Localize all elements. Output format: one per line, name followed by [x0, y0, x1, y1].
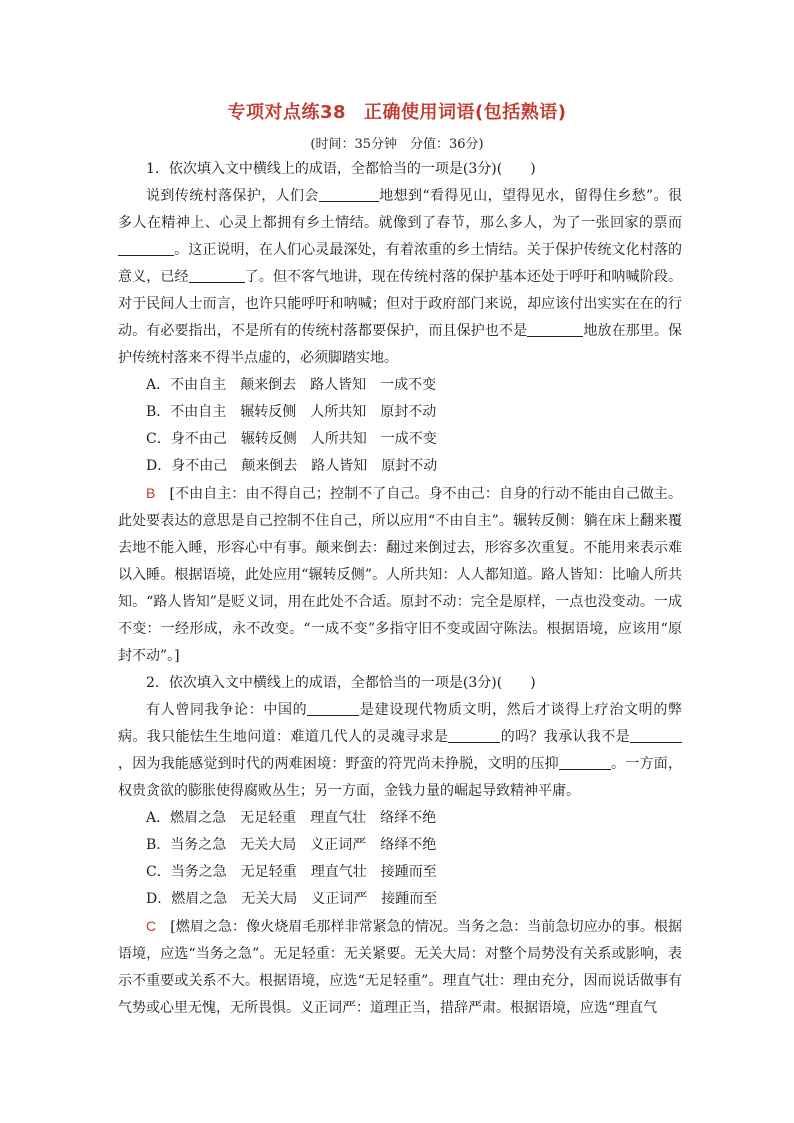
- fill-blank: [559, 753, 611, 770]
- question-2-stem: 2．依次填入文中横线上的成语，全都恰当的一项是(3分)( ): [146, 675, 536, 691]
- question-1-option-c: C．身不由己 辗转反侧 人所共知 一成不变: [146, 431, 437, 447]
- question-2-option-a: A．燃眉之急 无足轻重 理直气壮 络绎不绝: [146, 810, 437, 826]
- fill-blank: [448, 726, 500, 743]
- answer-letter: C: [146, 918, 157, 934]
- answer-explanation: [不由自主：由不得自己；控制不了自己。身不由己：自身的行动不能由自己做主。此处要表达的意思是自己控制不住自己，所以应用“不由自主”。辗转反侧：躺在床上翻来覆去地不能入睡，形容心中有事。颠来倒去：翻过来倒过去，形容多次重复。不能用来表示难以入睡。根据语境，此处应用“辗转反侧”。人所共知：人人都知道。路人皆知：比喻人所共知。“路人皆知”是贬义词，用在此处不合适。原封不动：完全是原样，一点也没变动。一成不变：一经形成，永不改变。“一成不变”多指守旧不变或固守陈法。根据语境，应该用“原封不动”。]: [118, 486, 682, 664]
- question-1-option-d: D．身不由己 颠来倒去 路人皆知 原封不动: [146, 458, 438, 474]
- question-1-stem: 1．依次填入文中横线上的成语，全都恰当的一项是(3分)( ): [146, 161, 536, 177]
- time-score-info: (时间：35分钟 分值：36分): [310, 137, 484, 152]
- answer-explanation: [燃眉之急：像火烧眉毛那样非常紧急的情况。当务之急：当前急切应办的事。根据语境，应选“当务之急”。无足轻重：无关紧要。无关大局：对整个局势没有关系或影响，表示不重要或关系不大。根据语境，应选“无足轻重”。理直气壮：理由充分，因而说话做事有气势或心里无愧，无所畏惧。义正词严：道理正当，措辞严肃。根据语境，应选“理直气: [118, 919, 683, 1016]
- question-1-answer: [118, 480, 682, 670]
- question-1-option-a: A．不由自主 颠来倒去 路人皆知 一成不变: [146, 377, 437, 393]
- question-2-option-b: B．当务之急 无关大局 义正词严 络绎不绝: [146, 837, 437, 853]
- question-2-option-c: C．当务之急 无足轻重 理直气壮 接踵而至: [146, 864, 437, 880]
- question-2-option-d: D．燃眉之急 无关大局 义正词严 接踵而至: [146, 891, 438, 907]
- fill-blank: [118, 239, 174, 256]
- title-topic: 正确使用词语(包括熟语): [364, 102, 567, 123]
- document-body: [118, 156, 682, 1022]
- question-1-option-b: B．不由自主 辗转反侧 人所共知 原封不动: [146, 404, 437, 420]
- fill-blank: [319, 185, 379, 202]
- page-title: [0, 98, 794, 124]
- fill-blank: [189, 266, 245, 283]
- fill-blank: [307, 699, 359, 716]
- fill-blank: [630, 726, 682, 743]
- question-1-passage: 说到传统村落保护，人们会 地想到“看得见山，望得见水，留得住乡愁”。很多人在精神上、心灵上都拥有乡土情结。就像到了春节，那么多人，为了一张回家的票而。这正说明，在人们心灵最深处，有着浓重的乡土情结。关于保护传统文化村落的意义，已经 了。但不客气地讲，现在传统村落的保护基本还处于呼吁和呐喊阶段。对于民间人士而言，也许只能呼吁和呐喊；但对于政府部门来说，却应该付出实实在在的行动。有必要指出，不是所有的传统村落都要保护，而且保护也不是 地放在那里。保护传统村落来不得半点虚的，必须脚踏实地。: [118, 183, 682, 372]
- fill-blank: [527, 320, 583, 337]
- answer-letter: B: [146, 485, 156, 501]
- question-2-passage: 有人曾同我争论：中国的 是建设现代物质文明，然后才谈得上疗治文明的弊病。我只能怯生生地问道：难道几代人的灵魂寻求是 的吗？我承认我不是，因为我能感觉到时代的两难困境：野蛮的符咒尚未挣脱，文明的压抑 。一方面，权贵贪欲的膨胀使得腐败丛生；另一方面，金钱力量的崛起导致精神平庸。: [118, 697, 682, 805]
- title-series: 专项对点练38: [227, 102, 347, 123]
- question-2-answer: [118, 913, 682, 1022]
